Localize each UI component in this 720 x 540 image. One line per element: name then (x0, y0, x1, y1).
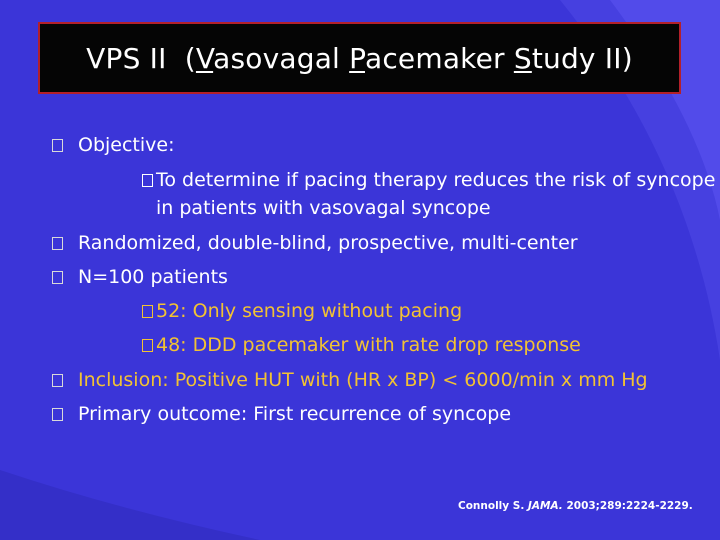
sub-bullet-icon (142, 339, 153, 352)
sub-bullet-group-pacing: 48: DDD pacemaker with rate drop response (156, 334, 581, 356)
citation: Connolly S. JAMA. 2003;289:2224-2229. (458, 500, 693, 512)
page-title: VPS II (Vasovagal Pacemaker Study II) (86, 41, 633, 75)
bullet-primary-outcome: Primary outcome: First recurrence of syncope (78, 403, 512, 425)
sub-bullet-objective-detail-continued: in patients with vasovagal syncope (156, 197, 491, 219)
title-bar (38, 22, 681, 94)
bullet-icon (52, 139, 63, 152)
bullet-icon (52, 271, 63, 284)
bullet-inclusion: Inclusion: Positive HUT with (HR x BP) < 6000/min x mm Hg (78, 369, 648, 391)
sub-bullet-objective-detail: To determine if pacing therapy reduces the risk of syncope (156, 169, 716, 191)
bullet-objective: Objective: (78, 134, 175, 156)
sub-bullet-icon (142, 305, 153, 318)
bullet-icon (52, 408, 63, 421)
bullet-icon (52, 374, 63, 387)
bullet-sample-size: N=100 patients (78, 266, 228, 288)
sub-bullet-icon (142, 174, 153, 187)
bullet-icon (52, 237, 63, 250)
decorative-swoosh (0, 470, 260, 540)
bullet-design: Randomized, double-blind, prospective, multi-center (78, 232, 578, 254)
sub-bullet-group-sensing: 52: Only sensing without pacing (156, 300, 463, 322)
